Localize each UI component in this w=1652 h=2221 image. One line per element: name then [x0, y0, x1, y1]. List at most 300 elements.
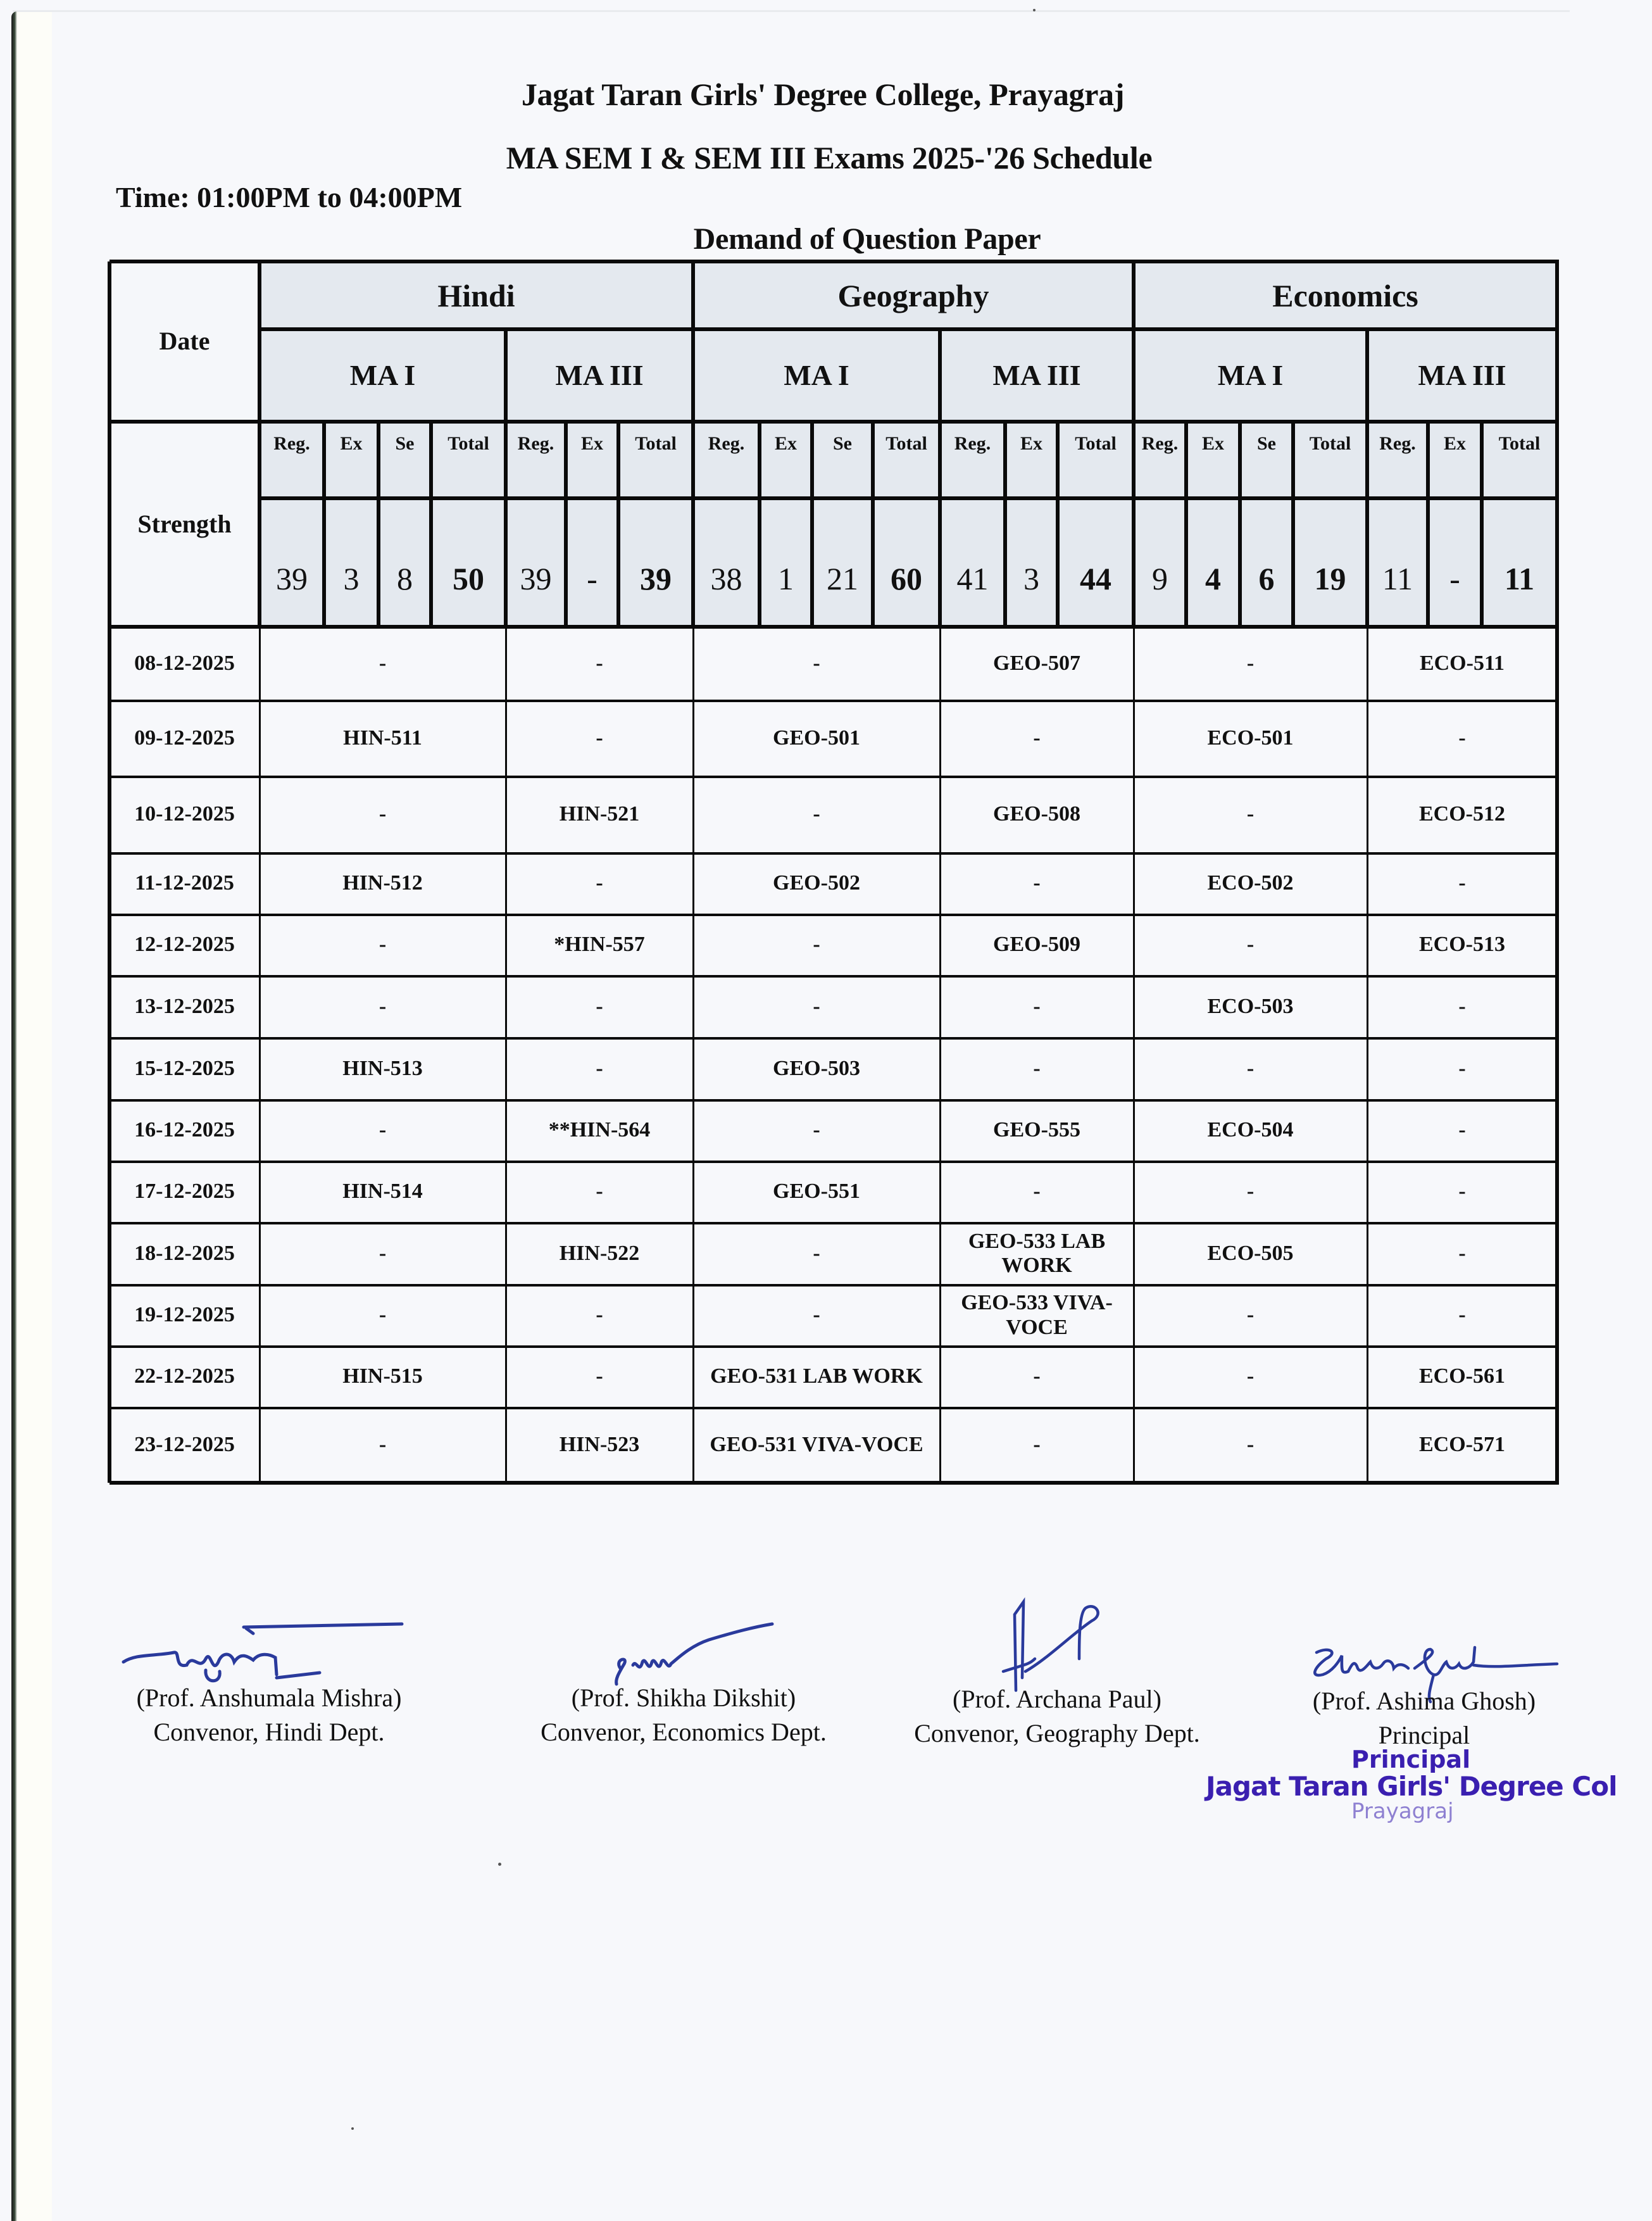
scan-edge-left [11, 11, 17, 2221]
signatory-name: (Prof. Anshumala Mishra) [136, 1683, 402, 1712]
schedule-date-text: 11-12-2025 [135, 871, 234, 895]
paper-code [940, 1100, 1134, 1161]
signatory-name: (Prof. Shikha Dikshit) [571, 1683, 796, 1712]
empty-slot-text: - [813, 1241, 820, 1265]
column-label-ex-text: Ex [1443, 433, 1466, 454]
header-rule [110, 625, 1557, 629]
empty-slot-text: - [379, 1241, 387, 1265]
empty-slot-text: - [813, 933, 820, 957]
paper-code [1134, 1100, 1367, 1161]
class-header-economics-ma-iii [1367, 329, 1557, 422]
strength-value [1428, 498, 1482, 627]
column-label-ex-text: Ex [1020, 433, 1042, 454]
signatory-role: Convenor, Hindi Dept. [153, 1718, 385, 1746]
schedule-date [110, 700, 260, 776]
stamp-line-college: Jagat Taran Girls' Degree Col [1206, 1770, 1617, 1802]
empty-slot-text: - [1033, 1056, 1041, 1080]
paper-code-text: GEO-551 [773, 1180, 860, 1204]
table-border-right [1555, 261, 1559, 1483]
signature-archana-paul-icon [984, 1589, 1136, 1697]
paper-code-text: HIN-512 [342, 871, 423, 895]
empty-slot-text: - [379, 802, 387, 826]
empty-slot-text: - [596, 1303, 603, 1327]
empty-slot-text: - [1458, 1118, 1466, 1142]
schedule-date [110, 1346, 260, 1407]
column-label-reg-text: Reg. [1141, 433, 1179, 454]
paper-code-text: HIN-522 [559, 1241, 640, 1265]
paper-code-text: *HIN-557 [554, 933, 645, 957]
class-header-economics-ma-iii-text: MA III [1418, 359, 1506, 392]
column-rule [1003, 422, 1007, 627]
paper-code-text: GEO-503 [773, 1056, 860, 1080]
principal-stamp [1206, 1747, 1617, 1823]
empty-slot [1134, 776, 1367, 853]
column-label-ex-text: Ex [340, 433, 363, 454]
strength-value-text: 39 [520, 560, 552, 596]
empty-slot-text: - [813, 1303, 820, 1327]
empty-slot [506, 1038, 693, 1100]
strength-value [1134, 498, 1186, 627]
strength-value [812, 498, 873, 627]
paper-code [940, 627, 1134, 700]
empty-slot-text: - [379, 994, 387, 1018]
header-rule [110, 420, 1557, 424]
row-rule [110, 700, 1557, 702]
strength-value-text: 11 [1504, 560, 1535, 596]
header-rule [260, 496, 1557, 500]
column-rule [505, 627, 507, 1483]
column-label-se-text: Se [395, 433, 415, 454]
signatory-shikha-dikshit [519, 1681, 848, 1749]
empty-slot-text: - [1458, 726, 1466, 750]
schedule-date-text: 17-12-2025 [134, 1180, 235, 1204]
column-rule [1238, 422, 1242, 627]
column-label-reg [506, 422, 566, 498]
strength-value [379, 498, 431, 627]
strength-value [873, 498, 940, 627]
scan-speck [498, 1863, 501, 1866]
strength-value [1186, 498, 1240, 627]
class-header-economics-ma-i [1134, 329, 1367, 422]
empty-slot-text: - [596, 1364, 603, 1388]
subject-header-economics [1134, 261, 1557, 329]
schedule-date-text: 15-12-2025 [134, 1056, 235, 1080]
paper-code [506, 1223, 693, 1285]
column-label-se [379, 422, 431, 498]
schedule-title: MA SEM I & SEM III Exams 2025-'26 Schedule [506, 140, 1153, 175]
strength-value [324, 498, 379, 627]
empty-slot-text: - [813, 1118, 820, 1142]
paper-code-text: HIN-511 [343, 726, 422, 750]
empty-slot [260, 976, 506, 1038]
empty-slot-text: - [1246, 1056, 1255, 1080]
empty-slot [260, 1285, 506, 1346]
schedule-date-text: 16-12-2025 [134, 1118, 235, 1142]
empty-slot-text: - [596, 651, 603, 675]
strength-value-text: 1 [778, 560, 794, 596]
column-label-se [812, 422, 873, 498]
column-rule [564, 422, 568, 627]
empty-slot [506, 853, 693, 914]
table-border-top [110, 260, 1559, 263]
column-label-ex [1428, 422, 1482, 498]
column-rule [692, 627, 694, 1483]
paper-code-text: **HIN-564 [548, 1118, 651, 1142]
empty-slot [260, 1407, 506, 1483]
paper-code [506, 776, 693, 853]
row-rule [110, 1037, 1557, 1040]
empty-slot [260, 1100, 506, 1161]
column-label-reg [260, 422, 324, 498]
column-label-total [1058, 422, 1134, 498]
column-rule [1056, 422, 1060, 627]
empty-slot-text: - [596, 726, 603, 750]
row-rule [110, 914, 1557, 916]
column-label-reg-text: Reg. [273, 433, 310, 454]
schedule-date [110, 1285, 260, 1346]
column-label-ex [1005, 422, 1058, 498]
empty-slot [1134, 1285, 1367, 1346]
empty-slot-text: - [1458, 1180, 1466, 1204]
paper-code-text: ECO-512 [1419, 802, 1505, 826]
column-label-se-text: Se [833, 433, 852, 454]
signatory-role: Convenor, Geography Dept. [914, 1719, 1200, 1747]
paper-code [506, 1407, 693, 1483]
paper-code-text: GEO-509 [993, 933, 1080, 957]
paper-code-text: GEO-533 LAB WORK [968, 1229, 1106, 1277]
paper-code-text: GEO-501 [773, 726, 860, 750]
schedule-date [110, 1161, 260, 1223]
empty-slot-text: - [1033, 1180, 1041, 1204]
paper-code [1134, 1223, 1367, 1285]
column-label-reg-text: Reg. [517, 433, 554, 454]
empty-slot [693, 776, 940, 853]
column-rule [504, 329, 508, 627]
strength-value-text: - [587, 560, 598, 596]
signature-shikha-dikshit-icon [608, 1621, 798, 1690]
empty-slot [506, 627, 693, 700]
schedule-date [110, 853, 260, 914]
schedule-date [110, 1223, 260, 1285]
section-title: Demand of Question Paper [693, 222, 1041, 256]
schedule-date [110, 627, 260, 700]
empty-slot [260, 627, 506, 700]
column-label-ex-text: Ex [774, 433, 797, 454]
paper-code-text: GEO-508 [993, 802, 1080, 826]
class-header-geography-ma-iii [940, 329, 1134, 422]
column-label-reg [940, 422, 1005, 498]
class-header-geography-ma-iii-text: MA III [992, 359, 1081, 392]
column-rule [1184, 422, 1188, 627]
stamp-line-principal: Principal [1351, 1746, 1471, 1773]
strength-value [260, 498, 324, 627]
empty-slot-text: - [1246, 802, 1255, 826]
paper-code [1367, 1407, 1557, 1483]
strength-value-text: 50 [453, 560, 484, 596]
empty-slot [506, 700, 693, 776]
empty-slot [260, 1223, 506, 1285]
row-rule [110, 852, 1557, 855]
empty-slot-text: - [1033, 871, 1041, 895]
column-rule [1132, 261, 1136, 627]
row-rule [110, 1407, 1557, 1409]
column-label-total [873, 422, 940, 498]
empty-slot-text: - [813, 802, 820, 826]
strength-value-text: 39 [640, 560, 672, 596]
signatory-archana-paul [886, 1682, 1228, 1751]
column-rule [616, 422, 620, 627]
institution-title: Jagat Taran Girls' Degree College, Prayagraj [521, 77, 1125, 112]
paper-code [1134, 853, 1367, 914]
empty-slot [1134, 627, 1367, 700]
column-rule [758, 422, 761, 627]
empty-slot-text: - [596, 994, 603, 1018]
empty-slot-text: - [1458, 1056, 1466, 1080]
signatory-role: Principal [1378, 1721, 1470, 1749]
empty-slot [1134, 1161, 1367, 1223]
strength-value [1058, 498, 1134, 627]
strength-value-text: 11 [1382, 560, 1413, 596]
paper-code [693, 853, 940, 914]
table-border-left [108, 261, 111, 1483]
empty-slot-text: - [1033, 1433, 1041, 1457]
column-label-se [1240, 422, 1293, 498]
schedule-date [110, 1038, 260, 1100]
schedule-date-text: 18-12-2025 [134, 1241, 235, 1265]
empty-slot [1367, 976, 1557, 1038]
paper-code-text: ECO-502 [1207, 871, 1294, 895]
column-rule [1480, 422, 1484, 627]
strength-value-text: 9 [1152, 560, 1168, 596]
column-label-ex [566, 422, 618, 498]
column-label-reg [1367, 422, 1428, 498]
class-header-hindi-ma-iii [506, 329, 693, 422]
row-rule [110, 1284, 1557, 1287]
empty-slot [1367, 853, 1557, 914]
paper-code-text: GEO-531 VIVA-VOCE [710, 1433, 923, 1457]
strength-value-text: - [1449, 560, 1460, 596]
paper-code-text: ECO-561 [1419, 1364, 1505, 1388]
empty-slot [940, 1407, 1134, 1483]
subject-header-geography-text: Geography [837, 277, 989, 313]
strength-value [1482, 498, 1557, 627]
strength-value-text: 19 [1314, 560, 1346, 596]
paper-code-text: ECO-504 [1207, 1118, 1294, 1142]
signatory-name: (Prof. Archana Paul) [953, 1685, 1161, 1713]
column-label-reg [693, 422, 760, 498]
empty-slot [1134, 1407, 1367, 1483]
paper-code [1367, 776, 1557, 853]
signatory-ashima-ghosh [1291, 1684, 1557, 1752]
schedule-date [110, 1407, 260, 1483]
empty-slot-text: - [1033, 726, 1041, 750]
subject-header-economics-text: Economics [1272, 277, 1418, 313]
empty-slot-text: - [1246, 933, 1255, 957]
paper-code [260, 853, 506, 914]
paper-code [940, 776, 1134, 853]
schedule-date [110, 776, 260, 853]
column-rule [1367, 627, 1368, 1483]
scan-speck [351, 2127, 354, 2130]
empty-slot [1134, 914, 1367, 976]
column-label-reg-text: Reg. [708, 433, 745, 454]
column-label-ex [760, 422, 812, 498]
empty-slot [693, 1100, 940, 1161]
column-label-total-text: Total [1309, 433, 1351, 454]
strength-value-text: 38 [710, 560, 742, 596]
column-rule [1426, 422, 1430, 627]
paper-code [1134, 700, 1367, 776]
empty-slot [1134, 1038, 1367, 1100]
paper-code [940, 914, 1134, 976]
paper-code [940, 1285, 1134, 1346]
empty-slot [1367, 1223, 1557, 1285]
column-label-ex [324, 422, 379, 498]
paper-code [260, 1346, 506, 1407]
empty-slot-text: - [1458, 871, 1466, 895]
empty-slot [1367, 1100, 1557, 1161]
stamp-line-city: Prayagraj [1351, 1798, 1454, 1824]
paper-code-text: ECO-513 [1419, 933, 1505, 957]
empty-slot-text: - [596, 1056, 603, 1080]
paper-code-text: HIN-523 [559, 1433, 640, 1457]
row-rule [110, 1345, 1557, 1348]
paper-code-text: GEO-533 VIVA-VOCE [961, 1291, 1113, 1339]
empty-slot [693, 627, 940, 700]
empty-slot [506, 1161, 693, 1223]
empty-slot [940, 853, 1134, 914]
column-label-total-text: Total [1498, 433, 1541, 454]
paper-code-text: ECO-511 [1419, 651, 1505, 675]
empty-slot [1367, 700, 1557, 776]
column-label-total [618, 422, 693, 498]
column-label-se-text: Se [1257, 433, 1276, 454]
empty-slot [260, 914, 506, 976]
empty-slot-text: - [1458, 1241, 1466, 1265]
paper-code-text: GEO-507 [993, 651, 1080, 675]
paper-code [506, 1100, 693, 1161]
paper-code [506, 914, 693, 976]
column-rule [810, 422, 814, 627]
paper-code [260, 1038, 506, 1100]
strength-value-text: 4 [1205, 560, 1221, 596]
paper-code-text: GEO-502 [773, 871, 860, 895]
paper-code-text: GEO-555 [993, 1118, 1080, 1142]
empty-slot [940, 1038, 1134, 1100]
empty-slot [1134, 1346, 1367, 1407]
empty-slot-text: - [1246, 1303, 1255, 1327]
empty-slot [693, 914, 940, 976]
schedule-date [110, 976, 260, 1038]
column-rule [322, 422, 326, 627]
class-header-geography-ma-i-text: MA I [784, 359, 849, 392]
empty-slot-text: - [379, 651, 387, 675]
empty-slot [1367, 1285, 1557, 1346]
paper-code [260, 1161, 506, 1223]
empty-slot [693, 1223, 940, 1285]
paper-code [693, 1038, 940, 1100]
strength-value [1005, 498, 1058, 627]
strength-value [760, 498, 812, 627]
column-label-total-text: Total [447, 433, 489, 454]
empty-slot [693, 1285, 940, 1346]
table-border-bottom [110, 1481, 1559, 1485]
column-rule [259, 627, 261, 1483]
column-label-total [1482, 422, 1557, 498]
empty-slot [940, 1346, 1134, 1407]
empty-slot-text: - [813, 994, 820, 1018]
strength-value-text: 3 [1023, 560, 1039, 596]
strength-value [1293, 498, 1367, 627]
column-label-ex [1186, 422, 1240, 498]
paper-code [693, 1346, 940, 1407]
column-rule [1133, 627, 1135, 1483]
date-header-text: Date [159, 327, 210, 356]
empty-slot-text: - [1246, 651, 1255, 675]
column-label-ex-text: Ex [1201, 433, 1224, 454]
schedule-date-text: 09-12-2025 [134, 726, 235, 750]
empty-slot-text: - [1458, 994, 1466, 1018]
strength-value [618, 498, 693, 627]
scan-edge-top [13, 10, 1570, 12]
empty-slot-text: - [379, 1303, 387, 1327]
column-rule [1291, 422, 1295, 627]
strength-value [1240, 498, 1293, 627]
strength-value-text: 39 [276, 560, 308, 596]
strength-value [693, 498, 760, 627]
paper-code [1367, 914, 1557, 976]
strength-value-text: 41 [956, 560, 989, 596]
column-label-reg-text: Reg. [1379, 433, 1416, 454]
strength-value [566, 498, 618, 627]
row-rule [110, 975, 1557, 978]
row-rule [110, 1161, 1557, 1163]
schedule-date [110, 914, 260, 976]
paper-code [1367, 627, 1557, 700]
class-header-geography-ma-i [693, 329, 940, 422]
strength-header [110, 422, 260, 627]
empty-slot-text: - [1246, 1180, 1255, 1204]
strength-value [1367, 498, 1428, 627]
empty-slot [1367, 1038, 1557, 1100]
column-label-total-text: Total [635, 433, 677, 454]
date-header [110, 261, 260, 422]
schedule-date [110, 1100, 260, 1161]
paper-code-text: HIN-515 [342, 1364, 423, 1388]
scan-speck [1033, 9, 1036, 11]
paper-code [693, 1407, 940, 1483]
class-header-hindi-ma-i [260, 329, 506, 422]
empty-slot [506, 1346, 693, 1407]
empty-slot [940, 1161, 1134, 1223]
strength-value-text: 6 [1258, 560, 1275, 596]
empty-slot [506, 1285, 693, 1346]
column-label-reg-text: Reg. [954, 433, 991, 454]
column-rule [691, 261, 695, 627]
empty-slot [260, 776, 506, 853]
paper-code [693, 1161, 940, 1223]
paper-code [260, 700, 506, 776]
signatory-name: (Prof. Ashima Ghosh) [1312, 1687, 1536, 1715]
subject-header-geography [693, 261, 1134, 329]
strength-header-text: Strength [137, 509, 232, 538]
class-header-economics-ma-i-text: MA I [1217, 359, 1284, 392]
empty-slot [1367, 1161, 1557, 1223]
column-label-total-text: Total [1075, 433, 1117, 454]
paper-code-text: ECO-503 [1207, 994, 1294, 1018]
signatory-anshumala-mishra [120, 1681, 418, 1749]
schedule-date-text: 08-12-2025 [134, 651, 235, 675]
